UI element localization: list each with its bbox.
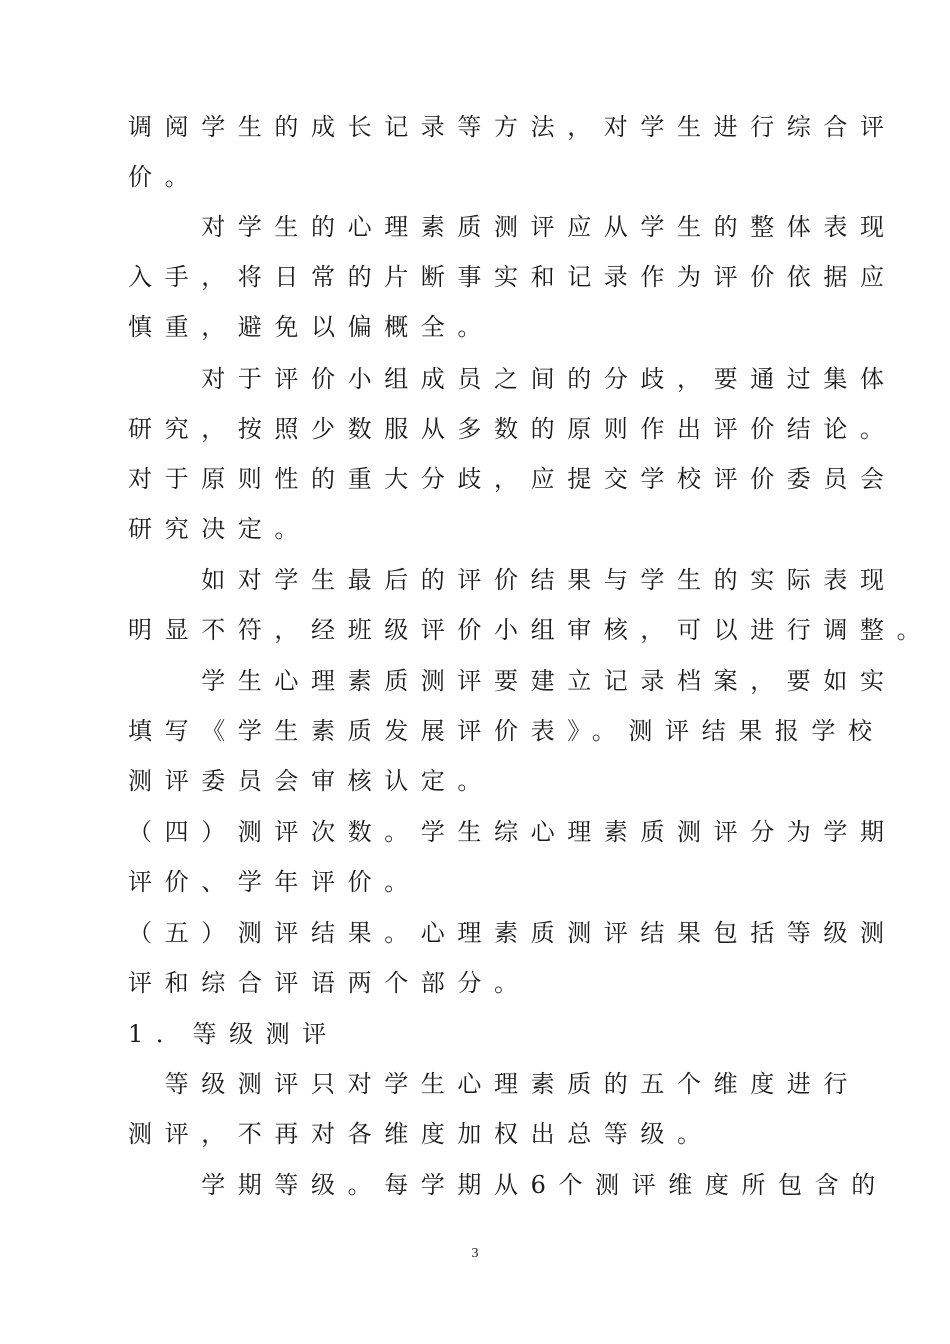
text-line: 对于原则性的重大分歧，应提交学校评价委员会 bbox=[128, 465, 897, 493]
text-line: （四）测评次数。学生综心理素质测评分为学期 bbox=[128, 818, 897, 846]
section-heading: 1．等级测评 bbox=[128, 1020, 339, 1048]
text-line: 对学生的心理素质测评应从学生的整体表现 bbox=[128, 213, 897, 241]
text-line: 对于评价小组成员之间的分歧，要通过集体 bbox=[128, 365, 897, 393]
text-line: 学生心理素质测评要建立记录档案，要如实 bbox=[128, 667, 897, 695]
text-line: 慎重，避免以偏概全。 bbox=[128, 313, 494, 341]
text-line: 评和综合评语两个部分。 bbox=[128, 969, 531, 997]
text-line: 调阅学生的成长记录等方法，对学生进行综合评 bbox=[128, 113, 897, 141]
text-line: 入手，将日常的片断事实和记录作为评价依据应 bbox=[128, 263, 897, 291]
text-line: 等级测评只对学生心理素质的五个维度进行 bbox=[128, 1070, 860, 1098]
text-line: 研究，按照少数服从多数的原则作出评价结论。 bbox=[128, 415, 897, 443]
text-line: 评价、学年评价。 bbox=[128, 868, 421, 896]
text-line: 学期等级。每学期从6个测评维度所包含的 bbox=[128, 1171, 888, 1199]
text-line: 明显不符，经班级评价小组审核，可以进行调整。 bbox=[128, 616, 934, 644]
text-line: 测评委员会审核认定。 bbox=[128, 767, 494, 795]
text-line: 研究决定。 bbox=[128, 515, 311, 543]
text-line: 价。 bbox=[128, 163, 202, 191]
text-line: 测评，不再对各维度加权出总等级。 bbox=[128, 1120, 714, 1148]
text-line: （五）测评结果。心理素质测评结果包括等级测 bbox=[128, 919, 897, 947]
text-line: 如对学生最后的评价结果与学生的实际表现 bbox=[128, 566, 897, 594]
page-number: 3 bbox=[471, 1246, 479, 1261]
text-line: 填写《学生素质发展评价表》。测评结果报学校 bbox=[128, 717, 885, 745]
